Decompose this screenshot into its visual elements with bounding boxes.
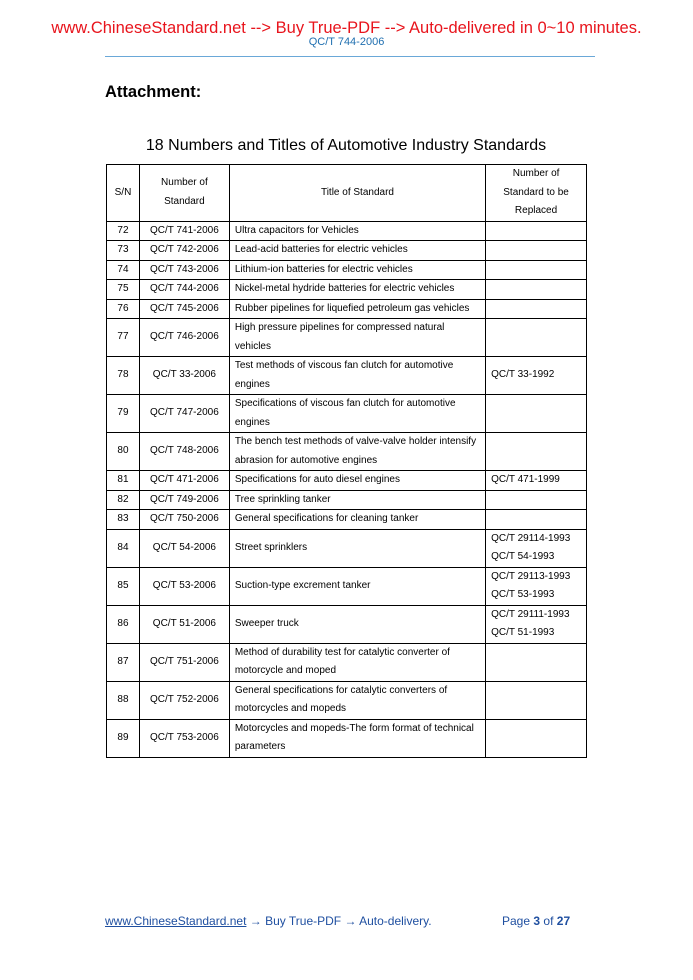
table-header-row [107,165,587,222]
cell-sn: 76 [107,299,140,319]
cell-sn: 87 [107,643,140,681]
table-row [107,357,587,395]
cell-replaced: QC/T 33-1992 [486,357,587,395]
cell-title: Specifications for auto diesel engines [229,471,485,491]
cell-number: QC/T 745-2006 [139,299,229,319]
cell-number: QC/T 741-2006 [139,221,229,241]
cell-replaced [486,280,587,300]
table-title: 18 Numbers and Titles of Automotive Industry Standards [145,137,547,154]
table-row [107,260,587,280]
cell-title: High pressure pipelines for compressed natural vehicles [229,319,485,357]
cell-title: Lead-acid batteries for electric vehicles [229,241,485,261]
table-row [107,395,587,433]
cell-title: Rubber pipelines for liquefied petroleum gas vehicles [229,299,485,319]
table-row [107,529,587,567]
cell-sn: 79 [107,395,140,433]
cell-number: QC/T 747-2006 [139,395,229,433]
table-row [107,241,587,261]
table-row [107,643,587,681]
header-title: Title of Standard [229,165,485,222]
cell-number: QC/T 748-2006 [139,433,229,471]
cell-replaced [486,221,587,241]
cell-number: QC/T 744-2006 [139,280,229,300]
page-label: Page [502,914,531,928]
cell-sn: 85 [107,567,140,605]
header-replaced: Number of Standard to be Replaced [486,165,587,222]
cell-title: Tree sprinkling tanker [229,490,485,510]
cell-number: QC/T 51-2006 [139,605,229,643]
cell-title: Motorcycles and mopeds-The form format of technical parameters [229,719,485,757]
table-row [107,681,587,719]
cell-replaced [486,260,587,280]
cell-replaced [486,319,587,357]
table-row [107,510,587,530]
of-label: of [543,914,554,928]
cell-number: QC/T 742-2006 [139,241,229,261]
cell-sn: 88 [107,681,140,719]
cell-replaced [486,643,587,681]
cell-sn: 89 [107,719,140,757]
cell-number: QC/T 751-2006 [139,643,229,681]
cell-title: The bench test methods of valve-valve holder intensify abrasion for automotive engines [229,433,485,471]
footer-link[interactable] [105,914,432,928]
cell-sn: 84 [107,529,140,567]
cell-replaced: QC/T 471-1999 [486,471,587,491]
page-indicator [502,914,570,928]
cell-replaced [486,681,587,719]
cell-title: Sweeper truck [229,605,485,643]
cell-title: Lithium-ion batteries for electric vehicles [229,260,485,280]
cell-sn: 81 [107,471,140,491]
cell-title: Ultra capacitors for Vehicles [229,221,485,241]
table-row [107,221,587,241]
cell-sn: 86 [107,605,140,643]
cell-number: QC/T 33-2006 [139,357,229,395]
cell-title: Test methods of viscous fan clutch for automotive engines [229,357,485,395]
header-sn: S/N [107,165,140,222]
cell-number: QC/T 743-2006 [139,260,229,280]
cell-replaced [486,719,587,757]
cell-replaced: QC/T 29114-1993 QC/T 54-1993 [486,529,587,567]
cell-replaced [486,395,587,433]
footer-site-link[interactable]: www.ChineseStandard.net [105,914,247,928]
cell-replaced: QC/T 29113-1993 QC/T 53-1993 [486,567,587,605]
header-number: Number of Standard [139,165,229,222]
cell-sn: 78 [107,357,140,395]
table-row [107,319,587,357]
table-row [107,490,587,510]
cell-title: Specifications of viscous fan clutch for automotive engines [229,395,485,433]
cell-sn: 80 [107,433,140,471]
cell-sn: 83 [107,510,140,530]
cell-sn: 82 [107,490,140,510]
cell-replaced [486,433,587,471]
table-row [107,299,587,319]
table-row [107,280,587,300]
cell-sn: 72 [107,221,140,241]
cell-number: QC/T 471-2006 [139,471,229,491]
cell-replaced [486,299,587,319]
document-code: QC/T 744-2006 [308,36,385,48]
cell-replaced [486,490,587,510]
cell-title: General specifications for catalytic converters of motorcycles and mopeds [229,681,485,719]
footer-tagline: → Buy True-PDF → Auto-delivery. [246,914,432,928]
cell-replaced: QC/T 29111-1993 QC/T 51-1993 [486,605,587,643]
header-banner[interactable]: www.ChineseStandard.net --> Buy True-PDF --> Auto-delivered in 0~10 minutes. [51,19,642,37]
cell-sn: 74 [107,260,140,280]
cell-number: QC/T 752-2006 [139,681,229,719]
cell-title: General specifications for cleaning tanker [229,510,485,530]
cell-title: Suction-type excrement tanker [229,567,485,605]
cell-number: QC/T 746-2006 [139,319,229,357]
header-divider [105,56,595,57]
cell-number: QC/T 750-2006 [139,510,229,530]
page-number: 3 [533,914,541,928]
cell-number: QC/T 749-2006 [139,490,229,510]
cell-title: Nickel-metal hydride batteries for electric vehicles [229,280,485,300]
table-row [107,605,587,643]
table-row [107,433,587,471]
table-row [107,567,587,605]
standards-table [106,164,587,758]
cell-sn: 77 [107,319,140,357]
cell-replaced [486,510,587,530]
cell-number: QC/T 753-2006 [139,719,229,757]
attachment-heading: Attachment: [105,83,202,101]
cell-sn: 73 [107,241,140,261]
cell-sn: 75 [107,280,140,300]
cell-number: QC/T 53-2006 [139,567,229,605]
cell-title: Method of durability test for catalytic converter of motorcycle and moped [229,643,485,681]
table-row [107,719,587,757]
cell-replaced [486,241,587,261]
table-row [107,471,587,491]
cell-number: QC/T 54-2006 [139,529,229,567]
total-pages: 27 [556,914,571,928]
cell-title: Street sprinklers [229,529,485,567]
